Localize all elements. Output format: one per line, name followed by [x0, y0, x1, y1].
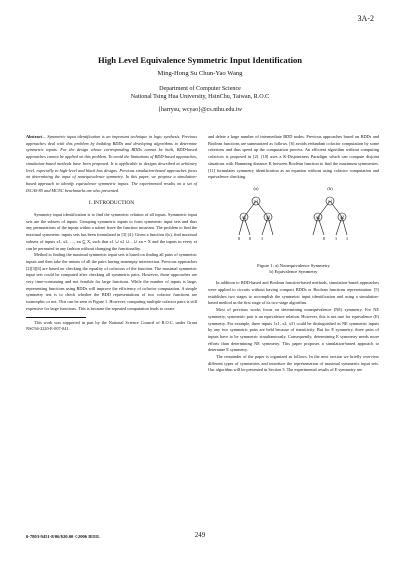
department: Department of Computer Science [159, 86, 241, 92]
session-label: 3A-2 [357, 14, 374, 23]
paragraph: In addition to BDD-based and Boolean function-based methods, simulation-based approaches were applied to circuits without having compact BDDs or Boolean functions representation. [5] establishes two stages to accomplish the symmetric input identification and using a simulation-based method as the first stage of its two-stage algorithm. [208, 280, 379, 306]
bdd-leaf-label: 0 [237, 235, 241, 241]
footnote-rule [26, 317, 86, 318]
authors: Ming-Hong Su Chun-Yao Wang [157, 70, 243, 77]
bdd-diagram [230, 183, 358, 259]
paragraph: Symmetry input identification is to find the symmetric relation of all inputs. Symmetric input sets are the subsets of inputs. Grouping symmetric inputs to form symmetric input sets and thus any permutations of the inputs within a subset leave the function invariant. The problem to find the maximal symmetric inputs sets has been formulated in [3] [4]: Given a function f(x), find maximal subsets of inputs x1, x2, …, xn ⊆ X, such that x1 ∪ x2 ∪…∪ xn = X and the inputs in every xi can be permuted in any fashion without changing the functionality. [26, 212, 197, 251]
paragraph: and delete a large number of intermediate BDD nodes. Previous approaches based on BDDs and Boolean functions are summarized as follows. [6] avoids redundant cofactor computation by some criterions and thus speed up the computation process. An efficient algorithm without computing cofactors is proposed in [2]. [10] uses a K-Disjointness Paradigm which can compute disjoint situations with Hamming distance K between Boolean function to find the maximum symmetries. [11] formulates symmetry identification as an equation without using cofactor computation and equivalence checking. [208, 134, 379, 180]
footnote: This work was supported in part by the National Science Council of R.O.C. under Grant NSC94-2220-E-007-041. [26, 319, 197, 332]
bdd-node-label: x2 [265, 214, 271, 220]
bdd-node-label: x2 [315, 214, 321, 220]
paragraph: Method to finding the maximal symmetric input sets is based on finding all pairs of symmetric inputs and then take the unions of all the pairs having nonempty intersection. Previous approaches [2][3][6] are based on checking the equality of cofactors of the function. The maximal symmetric input sets could be computed after checking all symmetric pairs. However, those approaches are very time-consuming and not feasible for large functions. While the number of inputs is large, representing functions using BDDs will improve the efficiency of cofactor computation. A simple symmetry test is to check whether the BDD representations of two cofactor functions are isomorphic or not. This can be seen in Figure 1. However, computing multiple cofactor pairs is still expensive for large functions. This is because the repeated computation leads to create [26, 252, 197, 311]
bdd-node-label: x1 [327, 198, 333, 204]
bdd-leaf-label: 1 [260, 235, 264, 241]
bdd-node-label: x2 [241, 214, 247, 220]
paper-title: High Level Equivalence Symmetric Input Identification [97, 55, 303, 65]
abstract-text: — Symmetric input identification is an important technique in logic synthesis. Previous approaches deal with this problem by building BDDs and developing algorithms to determine symmetric inputs. For the design whose corresponding BDDs cannot be built, BDD-based approaches cannot be applied on this problem. To avoid the limitations of BDD-based approaches, simulation-based methods have been proposed. It is applicable to designs described at arbitrary level, especially to high-level and black box designs. Previous simulation-based approaches focus on determining the input of nonequivalence symmetry. In this paper, we propose a simulation-based approach to identify equivalence symmetric inputs. The experimental results on a set of ISCAS-85 and MCNC benchmarks are also presented. [26, 134, 197, 193]
abstract [26, 134, 197, 194]
figure-caption-1: Figure 1: a) Nonequivalence Symmetry [257, 262, 330, 268]
bdd-leaf-label: 0 [322, 235, 326, 241]
copyright-line: 0-7803-9451-8/06/$20.00 ©2006 IEEE. [26, 534, 101, 539]
email: {harrysu, wcyao}@cs.nthu.edu.tw [157, 107, 243, 113]
university: National Tsing Hua University, HsinChu, Taiwan, R.O.C [130, 94, 270, 100]
figure-label-a: (a) [253, 185, 259, 191]
paragraph: The remainder of the paper is organized as follows. In the next section we briefly overview different types of symmetries and introduce the representation of maximal symmetric input sets. Our algorithm will be presented in Section 3. The experimental results of E symmetry are [208, 354, 379, 373]
section-heading-introduction: I. INTRODUCTION [88, 200, 135, 207]
bdd-node-label: x2 [339, 214, 345, 220]
figure-label-b: (b) [327, 185, 333, 191]
bdd-node-label: x1 [253, 198, 259, 204]
figure-1 [208, 183, 379, 259]
paragraph: Most of previous works focus on determining nonequivalence (NE) symmetry. For NE symmetry, symmetric pair is an equivalence relation. However, this is not true for equivalence (E) symmetry. For example, three inputs {x1, x2, x3} could be distinguished as NE symmetric inputs by any two symmetric pairs are held because of transitivity. But for E symmetry, three pairs of inputs have to be symmetric simultaneously. Consequently, determining E symmetry needs more efforts than determining NE symmetry. This paper proposes a simulation-based approach to determine E symmetry. [208, 307, 379, 353]
page-number: 249 [194, 531, 206, 539]
right-column [208, 134, 379, 374]
bdd-leaf-label: 1 [334, 235, 338, 241]
bdd-leaf-label: 0 [248, 235, 252, 241]
left-column [26, 134, 197, 333]
figure-caption-2: b) Equivalence Symmetry [269, 269, 318, 275]
bdd-leaf-label: 1 [345, 235, 349, 241]
abstract-label: Abstract [26, 134, 42, 139]
